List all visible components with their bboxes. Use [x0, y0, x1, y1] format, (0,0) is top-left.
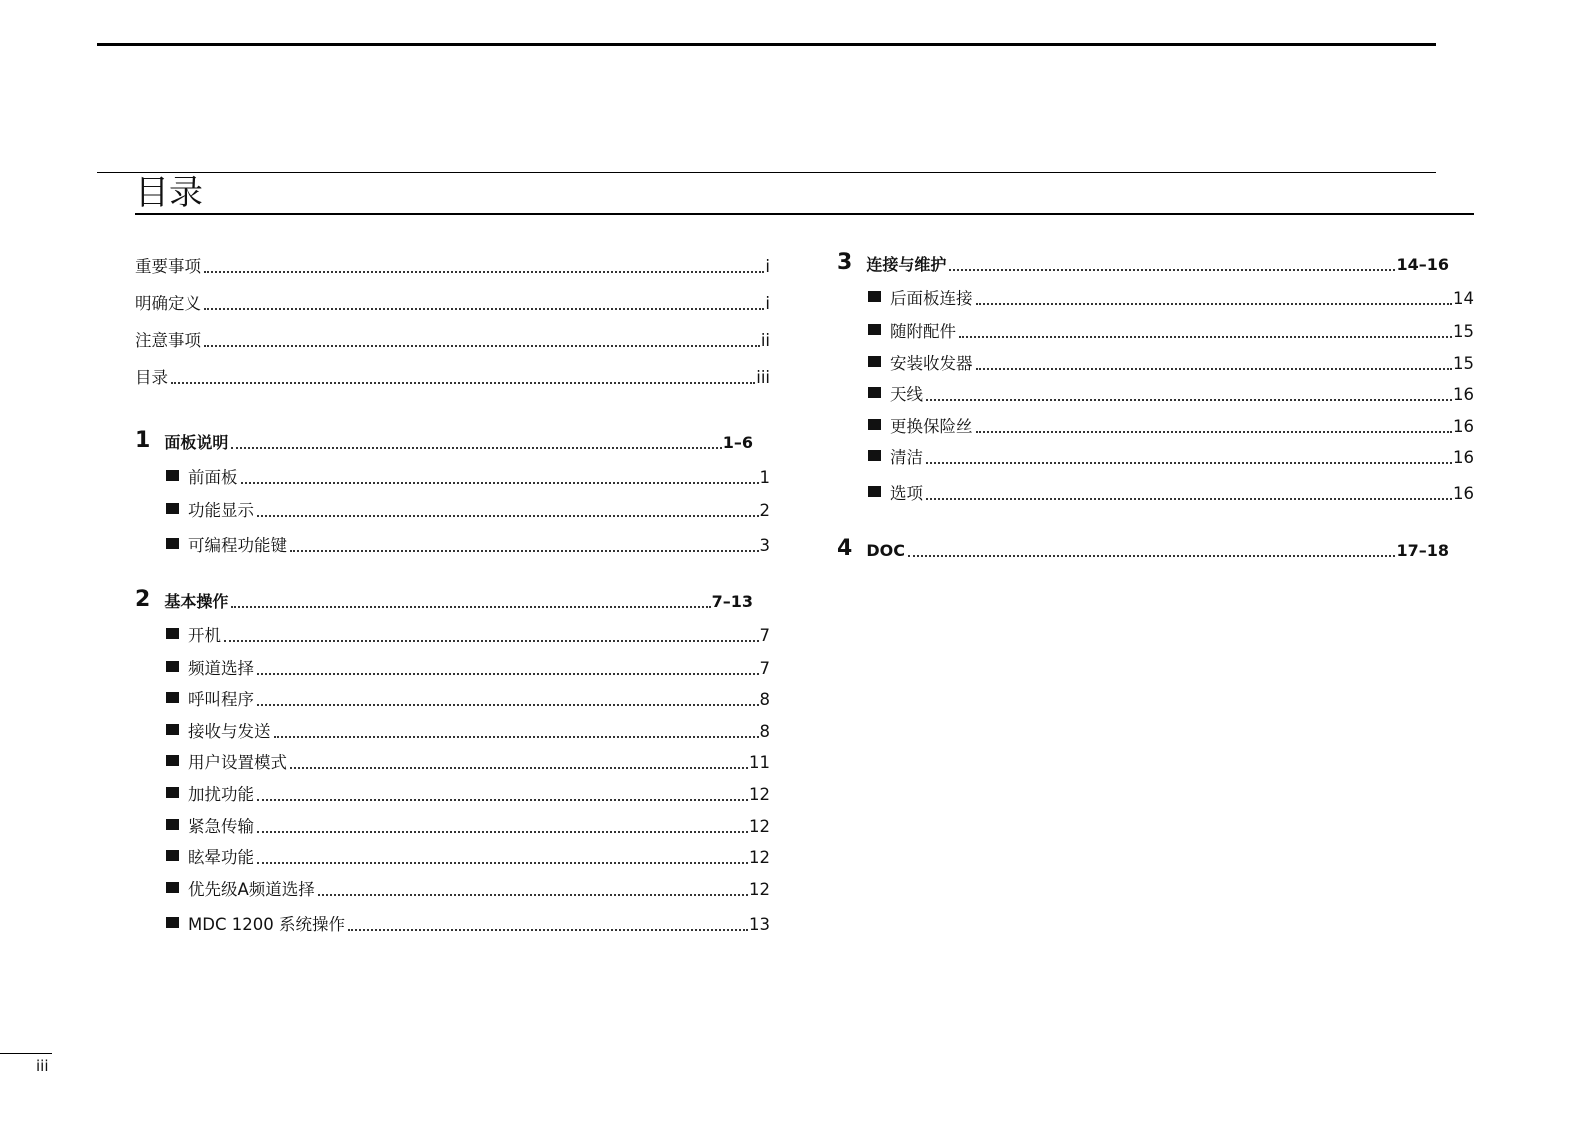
toc-item-label: 眩晕功能 — [188, 848, 254, 867]
toc-item-page: 14 — [1453, 289, 1474, 308]
toc-item-label: 清洁 — [890, 448, 923, 467]
toc-item-cleaning[interactable] — [837, 444, 1474, 468]
dot-leader — [204, 345, 760, 347]
toc-section-2[interactable] — [135, 588, 753, 612]
dot-leader — [257, 799, 748, 801]
dot-leader — [290, 767, 748, 769]
toc-item-page: 11 — [749, 753, 770, 772]
dot-leader — [976, 431, 1453, 433]
dot-leader — [224, 640, 759, 642]
dot-leader — [959, 336, 1452, 338]
toc-item-page: 16 — [1453, 417, 1474, 436]
toc-item-label: MDC 1200 系统操作 — [188, 915, 345, 934]
section-pages: 1–6 — [722, 433, 753, 452]
toc-item-install[interactable] — [837, 350, 1474, 374]
toc-item-label: 功能显示 — [188, 501, 254, 520]
toc-item-channel-select[interactable] — [135, 655, 770, 679]
toc-item-page: 8 — [759, 722, 770, 741]
toc-item-label: 天线 — [890, 385, 923, 404]
dot-leader — [318, 894, 748, 896]
square-bullet-icon — [868, 486, 881, 497]
toc-item-page: 7 — [759, 659, 770, 678]
toc-item-label: 更换保险丝 — [890, 417, 973, 436]
toc-item-options[interactable] — [837, 480, 1474, 504]
square-bullet-icon — [166, 692, 179, 703]
section-label: DOC — [866, 541, 905, 560]
toc-item-scrambler[interactable] — [135, 781, 770, 805]
dot-leader — [257, 831, 748, 833]
toc-item-function-display[interactable] — [135, 497, 770, 521]
dot-leader — [348, 929, 748, 931]
section-pages: 14–16 — [1396, 255, 1449, 274]
toc-entry-page: ii — [760, 331, 770, 350]
title-underline — [135, 213, 1474, 215]
toc-entry-cautions[interactable] — [135, 327, 770, 351]
section-number: 4 — [837, 536, 853, 561]
section-pages: 17–18 — [1396, 541, 1449, 560]
section-number: 1 — [135, 428, 151, 453]
square-bullet-icon — [166, 503, 179, 514]
toc-item-emergency[interactable] — [135, 813, 770, 837]
dot-leader — [976, 303, 1453, 305]
toc-item-label: 加扰功能 — [188, 785, 254, 804]
toc-item-page: 7 — [759, 626, 770, 645]
toc-item-user-set-mode[interactable] — [135, 749, 770, 773]
toc-item-label: 安装收发器 — [890, 354, 973, 373]
toc-entry-label: 明确定义 — [135, 294, 201, 313]
toc-section-4[interactable] — [837, 537, 1449, 561]
toc-section-3[interactable] — [837, 251, 1449, 275]
toc-item-page: 3 — [759, 536, 770, 555]
dot-leader — [231, 447, 721, 449]
toc-entry-definitions[interactable] — [135, 290, 770, 314]
header-rule — [97, 172, 1436, 173]
dot-leader — [241, 482, 759, 484]
toc-item-page: 16 — [1453, 448, 1474, 467]
toc-item-page: 1 — [759, 468, 770, 487]
toc-item-rear-panel[interactable] — [837, 285, 1474, 309]
dot-leader — [257, 673, 759, 675]
toc-item-page: 15 — [1453, 322, 1474, 341]
toc-entry-important[interactable] — [135, 253, 770, 277]
square-bullet-icon — [166, 661, 179, 672]
toc-item-label: 接收与发送 — [188, 722, 271, 741]
toc-item-page: 2 — [759, 501, 770, 520]
toc-item-page: 12 — [749, 848, 770, 867]
toc-section-1[interactable] — [135, 429, 753, 453]
square-bullet-icon — [868, 387, 881, 398]
dot-leader — [926, 498, 1452, 500]
page-title: 目录 — [135, 173, 203, 213]
toc-item-antenna[interactable] — [837, 381, 1474, 405]
dot-leader — [204, 308, 764, 310]
toc-item-page: 16 — [1453, 385, 1474, 404]
toc-entry-label: 注意事项 — [135, 331, 201, 350]
section-pages: 7–13 — [711, 592, 753, 611]
section-label: 面板说明 — [164, 433, 229, 452]
dot-leader — [949, 269, 1395, 271]
section-number: 3 — [837, 250, 853, 275]
square-bullet-icon — [166, 470, 179, 481]
dot-leader — [926, 462, 1452, 464]
dot-leader — [274, 736, 759, 738]
toc-item-label: 呼叫程序 — [188, 690, 254, 709]
toc-item-power-on[interactable] — [135, 622, 770, 646]
section-label: 连接与维护 — [866, 255, 947, 274]
dot-leader — [257, 515, 759, 517]
toc-item-label: 频道选择 — [188, 659, 254, 678]
toc-item-label: 紧急传输 — [188, 817, 254, 836]
page-folio: iii — [36, 1057, 49, 1075]
toc-item-page: 12 — [749, 785, 770, 804]
square-bullet-icon — [868, 419, 881, 430]
toc-item-receive-transmit[interactable] — [135, 718, 770, 742]
toc-entry-page: iii — [756, 368, 770, 387]
toc-item-stun[interactable] — [135, 844, 770, 868]
toc-item-label: 优先级A频道选择 — [188, 880, 315, 899]
toc-entry-label: 重要事项 — [135, 257, 201, 276]
toc-item-call-procedure[interactable] — [135, 686, 770, 710]
footer-rule — [0, 1053, 52, 1054]
toc-item-page: 13 — [749, 915, 770, 934]
square-bullet-icon — [166, 538, 179, 549]
toc-item-mdc1200[interactable] — [135, 911, 770, 935]
toc-entry-page: i — [765, 294, 770, 313]
square-bullet-icon — [166, 850, 179, 861]
dot-leader — [926, 399, 1452, 401]
square-bullet-icon — [166, 787, 179, 798]
square-bullet-icon — [166, 628, 179, 639]
toc-item-fuse[interactable] — [837, 413, 1474, 437]
dot-leader — [204, 271, 764, 273]
toc-item-front-panel[interactable] — [135, 464, 770, 488]
top-rule — [97, 43, 1436, 46]
toc-entry-contents[interactable] — [135, 364, 770, 388]
toc-item-page: 16 — [1453, 484, 1474, 503]
toc-item-priority-a[interactable] — [135, 876, 770, 900]
square-bullet-icon — [166, 917, 179, 928]
section-number: 2 — [135, 587, 151, 612]
dot-leader — [290, 550, 759, 552]
toc-item-label: 开机 — [188, 626, 221, 645]
dot-leader — [257, 862, 748, 864]
square-bullet-icon — [868, 324, 881, 335]
dot-leader — [908, 555, 1396, 557]
toc-item-label: 随附配件 — [890, 322, 956, 341]
toc-item-label: 选项 — [890, 484, 923, 503]
toc-item-page: 8 — [759, 690, 770, 709]
square-bullet-icon — [166, 882, 179, 893]
toc-item-label: 后面板连接 — [890, 289, 973, 308]
section-label: 基本操作 — [164, 592, 229, 611]
toc-item-accessories[interactable] — [837, 318, 1474, 342]
dot-leader — [231, 606, 710, 608]
toc-item-label: 用户设置模式 — [188, 753, 287, 772]
square-bullet-icon — [868, 450, 881, 461]
dot-leader — [171, 382, 755, 384]
square-bullet-icon — [166, 755, 179, 766]
toc-item-page: 12 — [749, 880, 770, 899]
toc-entry-page: i — [765, 257, 770, 276]
square-bullet-icon — [868, 356, 881, 367]
toc-entry-label: 目录 — [135, 368, 168, 387]
toc-item-label: 前面板 — [188, 468, 238, 487]
toc-item-page: 15 — [1453, 354, 1474, 373]
dot-leader — [976, 368, 1453, 370]
square-bullet-icon — [868, 291, 881, 302]
toc-item-label: 可编程功能键 — [188, 536, 287, 555]
dot-leader — [257, 704, 759, 706]
toc-item-programmable-keys[interactable] — [135, 532, 770, 556]
square-bullet-icon — [166, 724, 179, 735]
square-bullet-icon — [166, 819, 179, 830]
toc-item-page: 12 — [749, 817, 770, 836]
